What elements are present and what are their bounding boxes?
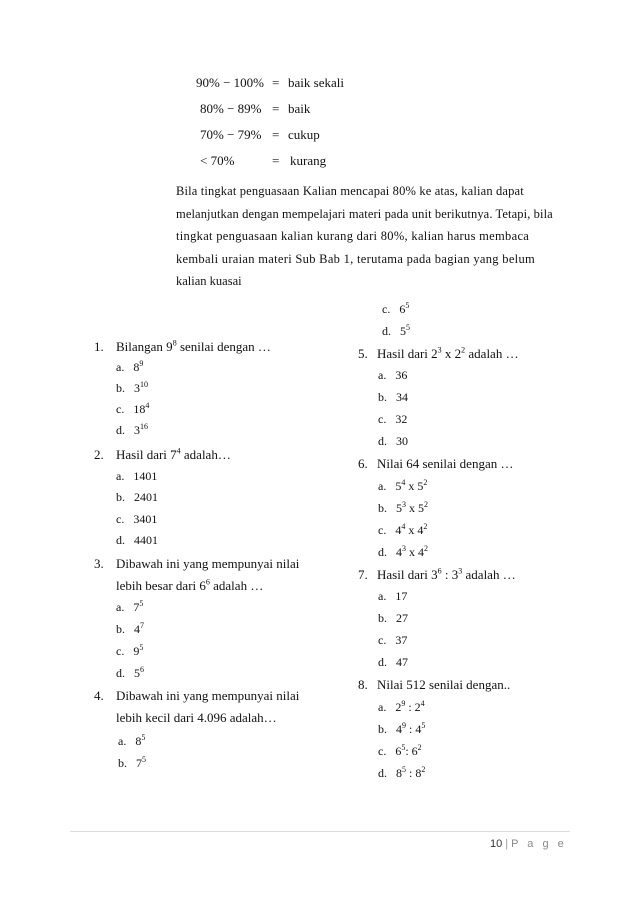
option[interactable]: d. $8^5$ : $8^2$ [378,765,426,780]
option[interactable]: c. 3401 [116,512,158,526]
question-number: 7. [358,567,368,582]
option[interactable]: d. $3^{16}$ [116,422,148,437]
paragraph-line: kalian kuasai [176,274,242,288]
grade-range: 80% − 89% [200,101,262,116]
grade-label: kurang [290,153,327,168]
question-text: Nilai 512 senilai dengan.. [377,677,511,692]
grade-eq: = [272,153,280,168]
question-number: 8. [358,677,368,692]
option[interactable]: c. 37 [378,633,408,647]
option[interactable]: c. $4^4$ x $4^2$ [378,522,428,537]
question-text-cont: lebih kecil dari 4.096 adalah… [116,710,277,725]
option[interactable]: d. $4^3$ x $4^2$ [378,544,428,559]
question-text: Nilai 64 senilai dengan … [377,456,514,471]
option[interactable]: d. $5^6$ [116,665,144,680]
option[interactable]: a. $8^5$ [118,733,146,748]
option[interactable]: a. 17 [378,589,408,603]
option[interactable]: a. $7^5$ [116,599,144,614]
option[interactable]: b. 27 [378,611,408,625]
page-label: P a g e [511,838,567,850]
option[interactable]: b. $7^5$ [118,755,146,770]
instruction-paragraph [176,180,566,293]
grade-eq: = [272,101,280,116]
option[interactable]: b. $3^{10}$ [116,380,148,395]
question-number: 1. [94,339,104,354]
option[interactable]: d. $5^5$ [382,323,410,338]
question-number: 5. [358,346,368,361]
footer-divider [70,831,570,832]
option[interactable]: a. $2^9$ : $2^4$ [378,699,425,714]
option[interactable]: c. 32 [378,412,408,426]
option[interactable]: c. $6^5$ [382,301,410,316]
option[interactable]: b. $4^9$ : $4^5$ [378,721,426,736]
grade-eq: = [272,127,280,142]
option[interactable]: c. $6^5$: $6^2$ [378,743,422,758]
paragraph-line: melanjutkan dengan mempelajari materi pada unit berikutnya. Tetapi, bila [176,206,553,221]
option[interactable]: d. 4401 [116,533,158,547]
paragraph-line: kembali uraian materi Sub Bab 1, terutama pada bagian yang belum [176,251,536,266]
footer-separator: | [505,838,509,850]
option[interactable]: b. 2401 [116,490,158,504]
grade-eq: = [272,75,280,90]
option[interactable]: a. $5^4$ x $5^2$ [378,478,428,493]
option[interactable]: c. $18^4$ [116,401,150,416]
option[interactable]: d. 47 [378,655,408,669]
paragraph-line: tingkat penguasaan kalian kurang dari 80%, kalian harus membaca [176,229,530,243]
question-number: 6. [358,456,368,471]
option[interactable]: c. $9^5$ [116,643,144,658]
grade-label: baik sekali [288,75,344,90]
option[interactable]: a. 1401 [116,469,158,483]
page-footer [490,838,567,850]
grade-range: 70% − 79% [200,127,262,142]
question-text: Dibawah ini yang mempunyai nilai [116,688,300,703]
question-text: Bilangan $9^8$ senilai dengan … [116,338,271,354]
page-number: 10 [490,838,503,850]
option[interactable]: a. 36 [378,368,408,382]
option[interactable]: d. 30 [378,434,408,448]
paragraph-line: Bila tingkat penguasaan Kalian mencapai 80% ke atas, kalian dapat [176,184,524,198]
option[interactable]: a. $8^9$ [116,359,144,374]
question-number: 2. [94,447,104,462]
grade-label: baik [288,101,311,116]
option[interactable]: b. 34 [378,390,408,404]
option[interactable]: b. $4^7$ [116,621,144,636]
grade-range: < 70% [200,153,235,168]
question-text: Dibawah ini yang mempunyai nilai [116,556,300,571]
grade-range: 90% − 100% [196,75,264,90]
question-number: 3. [94,556,104,571]
question-text: Hasil dari $3^6$ : $3^3$ adalah … [377,566,516,582]
question-text-cont: lebih besar dari $6^6$ adalah … [116,577,264,593]
question-number: 4. [94,688,104,703]
question-text: Hasil dari $2^3$ x $2^2$ adalah … [377,345,519,361]
option[interactable]: b. $5^3$ x $5^2$ [378,500,428,515]
question-text: Hasil dari $7^4$ adalah… [116,446,231,462]
grade-label: cukup [288,127,320,142]
